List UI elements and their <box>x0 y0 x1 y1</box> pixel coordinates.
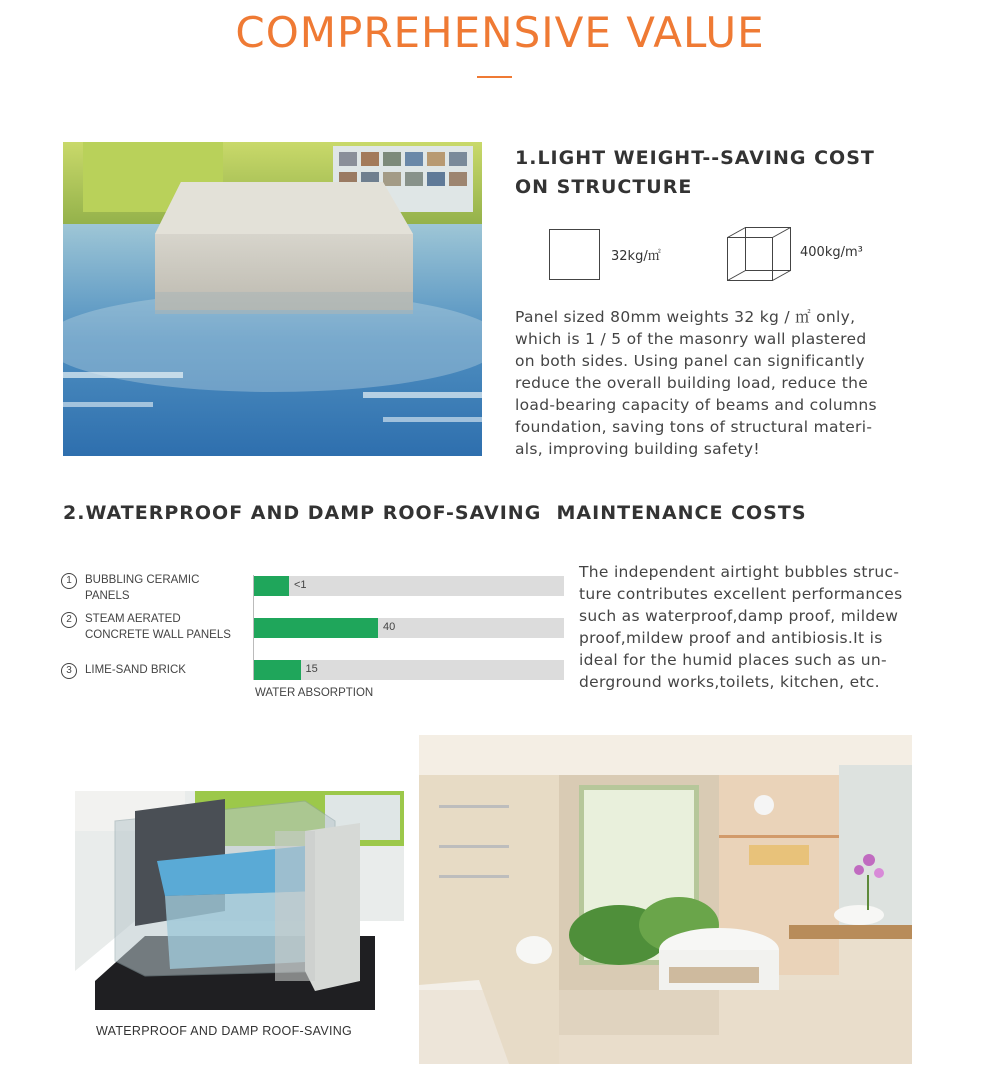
section1-paragraph <box>515 306 935 460</box>
paragraph-line: derground works,toilets, kitchen, etc. <box>579 673 880 691</box>
bar-track <box>254 618 564 638</box>
bar <box>254 660 301 680</box>
paragraph-line: foundation, saving tons of structural materi- <box>515 418 873 436</box>
page-title: COMPREHENSIVE VALUE <box>235 8 765 57</box>
paragraph-line: such as waterproof,damp proof, mildew <box>579 607 899 625</box>
legend-number: 1 <box>61 573 77 589</box>
paragraph-line: reduce the overall building load, reduce the <box>515 374 869 392</box>
water-tank-photo <box>75 791 404 1010</box>
cube-density-label: 400kg/m³ <box>800 245 863 260</box>
section2-heading: 2.WATERPROOF AND DAMP ROOF-SAVING MAINTENANCE COSTS <box>63 502 807 524</box>
legend-item-3 <box>61 662 186 679</box>
legend-label: CONCRETE WALL PANELS <box>85 629 231 641</box>
legend-item-1 <box>61 572 199 604</box>
legend-label: PANELS <box>85 590 130 602</box>
cube-icon <box>727 227 791 282</box>
bar-track <box>254 576 564 596</box>
paragraph-line: The independent airtight bubbles struc- <box>579 563 900 581</box>
paragraph-line: ideal for the humid places such as un- <box>579 651 887 669</box>
legend-label: LIME-SAND BRICK <box>85 664 186 676</box>
floating-block-photo <box>63 142 482 456</box>
legend-item-2 <box>61 611 231 643</box>
paragraph-line: load-bearing capacity of beams and columns <box>515 396 877 414</box>
legend-label: STEAM AERATED <box>85 613 181 625</box>
bar-value-label: 15 <box>305 663 318 675</box>
bar-track <box>254 660 564 680</box>
legend-number: 2 <box>61 612 77 628</box>
section1-heading-line1: 1.LIGHT WEIGHT--SAVING COST <box>515 147 875 169</box>
square-icon <box>549 229 600 280</box>
paragraph-line: als, improving building safety! <box>515 440 760 458</box>
paragraph-line: ture contributes excellent performances <box>579 585 903 603</box>
paragraph-line: which is 1 / 5 of the masonry wall plastered <box>515 330 867 348</box>
square-weight-label: 32kg/㎡ <box>611 249 661 264</box>
bathroom-photo <box>419 735 912 1064</box>
tank-photo-caption: WATERPROOF AND DAMP ROOF-SAVING <box>96 1024 353 1038</box>
section2-paragraph <box>579 561 939 693</box>
paragraph-line: proof,mildew proof and antibiosis.It is <box>579 629 883 647</box>
bar <box>254 576 289 596</box>
bar-value-label: <1 <box>294 579 307 591</box>
bar <box>254 618 378 638</box>
section1-heading-line2: ON STRUCTURE <box>515 176 693 198</box>
paragraph-line: on both sides. Using panel can significantly <box>515 352 865 370</box>
chart-x-label: WATER ABSORPTION <box>255 687 374 699</box>
paragraph-line: Panel sized 80mm weights 32 kg / ㎡ only, <box>515 308 856 326</box>
legend-label: BUBBLING CERAMIC <box>85 574 200 586</box>
bar-value-label: 40 <box>383 621 396 633</box>
title-underline <box>477 76 512 78</box>
legend-number: 3 <box>61 663 77 679</box>
